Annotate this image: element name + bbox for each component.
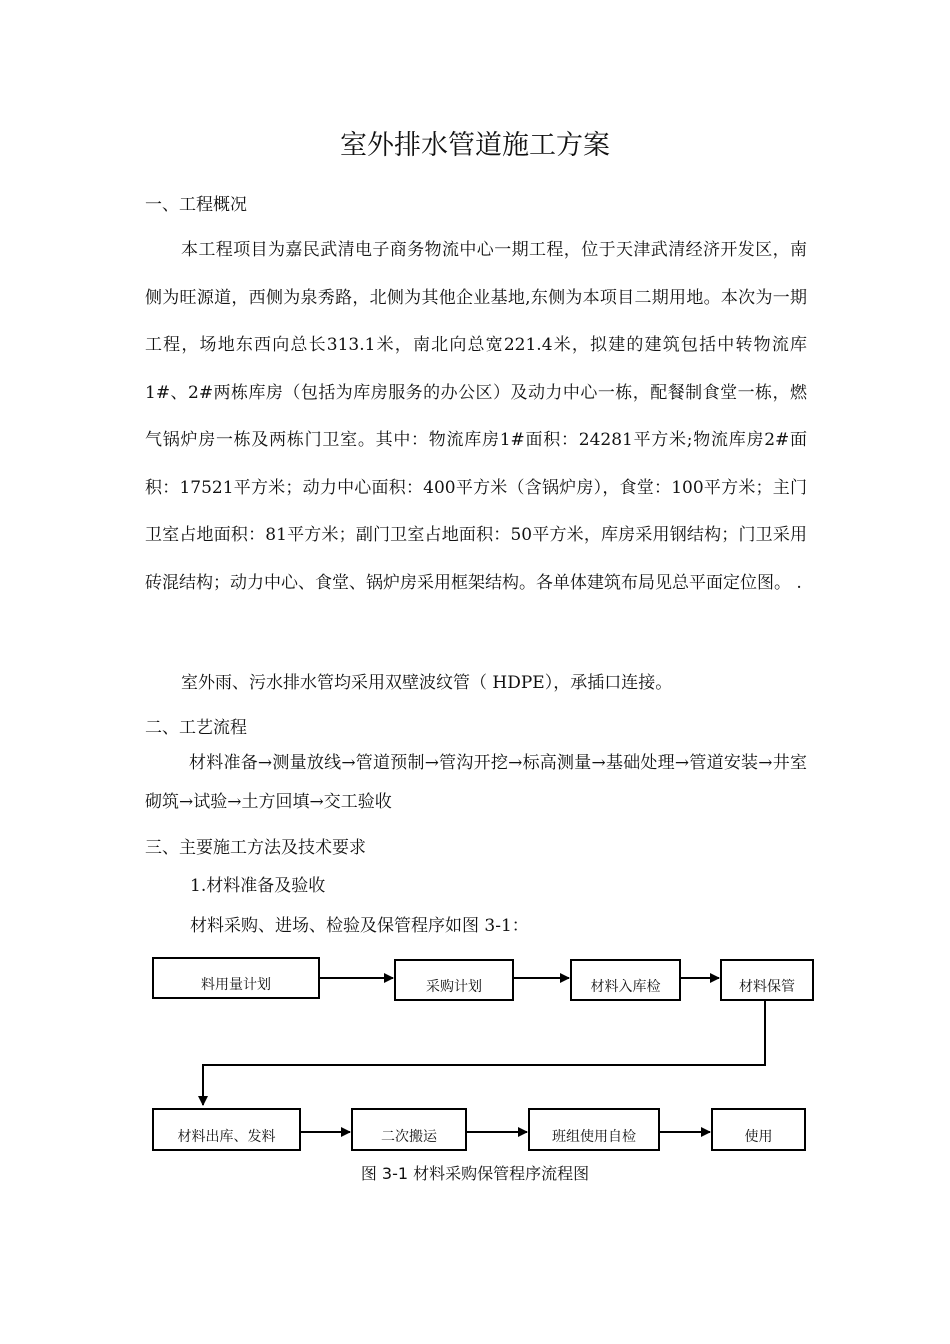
flow-box-secondary-transport: 二次搬运: [351, 1108, 467, 1151]
section-heading-methods: 三、主要施工方法及技术要求: [145, 838, 366, 858]
pipe-note: 室外雨、污水排水管均采用双壁波纹管（ HDPE），承插口连接。: [181, 673, 673, 693]
flow-box-usage-plan: 料用量计划: [152, 957, 320, 999]
flow-box-purchase-plan: 采购计划: [394, 959, 514, 1001]
flow-box-inbound-inspection: 材料入库检: [570, 959, 681, 1001]
overview-paragraph: 本工程项目为嘉民武清电子商务物流中心一期工程，位于天津武清经济开发区，南侧为旺源道，西侧为泉秀路，北侧为其他企业基地,东侧为本项目二期用地。本次为一期工程，场地东西向总长313.1米，南北向总宽221.4米，拟建的建筑包括中转物流库1#、2#两栋库房（包括为库房服务的办公区）及动力中心一栋，配餐制食堂一栋，燃气锅炉房一栋及两栋门卫室。其中：物流库房1#面积：24281平方米;物流库房2#面积：17521平方米；动力中心面积：400平方米（含锅炉房），食堂：100平方米；主门卫室占地面积：81平方米；副门卫室占地面积：50平方米，库房采用钢结构；门卫采用砖混结构；动力中心、食堂、锅炉房采用框架结构。各单体建筑布局见总平面定位图。 .: [145, 240, 807, 593]
subheading-material-prep: 1.材料准备及验收: [190, 876, 326, 896]
flow-box-team-self-check: 班组使用自检: [528, 1108, 660, 1151]
process-flow-text: 材料准备→测量放线→管道预制→管沟开挖→标高测量→基础处理→管道安装→井室砌筑→试验→土方回填→交工验收: [145, 753, 807, 812]
arrow-4-5: [203, 1000, 765, 1105]
flow-box-use: 使用: [711, 1108, 806, 1151]
page-title: 室外排水管道施工方案: [340, 130, 610, 161]
flow-box-material-storage: 材料保管: [720, 959, 814, 1001]
flow-box-outbound-issue: 材料出库、发料: [152, 1108, 301, 1151]
figure-caption: 图 3-1 材料采购保管程序流程图: [360, 1164, 590, 1183]
section-heading-process: 二、工艺流程: [145, 718, 247, 738]
section-heading-overview: 一、工程概况: [145, 195, 247, 215]
flowchart-intro: 材料采购、进场、检验及保管程序如图 3-1：: [190, 916, 529, 936]
